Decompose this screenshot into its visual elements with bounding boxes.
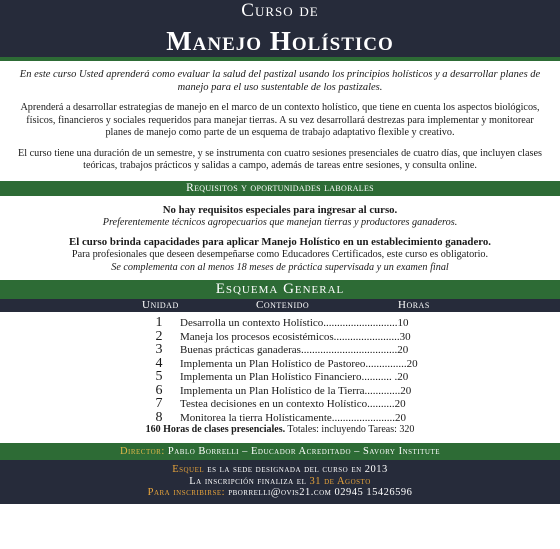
table-row xyxy=(0,370,560,384)
requisitos-line-1: No hay requisitos especiales para ingresar al curso. xyxy=(162,203,398,216)
unit-number: 1 xyxy=(155,315,163,330)
column-unidad: Unidad xyxy=(142,299,179,311)
footer-contact: pborrelli@ovis21.com 02945 15426596 xyxy=(228,487,413,498)
unit-content: Implementa un Plan Holístico de la Tierra.............20 xyxy=(180,384,412,397)
unit-number: 4 xyxy=(155,355,163,371)
requisitos-line-2: Preferentemente técnicos agropecuarios que manejan tierras y productores ganaderos. xyxy=(102,217,458,228)
unit-content: Implementa un Plan Holístico Financiero........... .20 xyxy=(180,371,409,383)
unit-number: 6 xyxy=(155,382,163,398)
unit-content: Monitorea la tierra Holísticamente.......................20 xyxy=(180,411,407,424)
requisitos-line-4: Para profesionales que deseen desempeñarse como Educadores Certificados, este curso es obligatorio. xyxy=(71,249,489,260)
unit-number: 3 xyxy=(155,342,163,357)
header-title-big: Manejo Holístico xyxy=(166,26,394,56)
table-row xyxy=(0,343,560,357)
footer-band xyxy=(0,460,560,504)
table-row xyxy=(0,411,560,425)
intro-paragraph-3: El curso tiene una duración de un semestre, y se instrumenta con cuatro sesiones presenciales de cuatro días, que incluyen clases teóricas, trabajos prácticos y salidas a campo, además de tareas entre sesiones, y consulta online. xyxy=(18,147,542,171)
unit-content: Testea decisiones en un contexto Holístico..........20 xyxy=(180,398,406,410)
unit-number: 2 xyxy=(155,328,163,344)
requisitos-line-3: El curso brinda capacidades para aplicar Manejo Holístico en un establecimiento ganadero. xyxy=(69,235,491,248)
unit-number: 8 xyxy=(155,409,163,425)
table-row xyxy=(0,330,560,344)
column-contenido: Contenido xyxy=(256,299,310,311)
requisitos-line-5: Se complementa con al menos 18 meses de práctica supervisada y un examen final xyxy=(111,261,449,273)
header-title-small: Curso de xyxy=(241,0,319,21)
footer-date: 31 de Agosto xyxy=(309,475,371,487)
table-row xyxy=(0,397,560,411)
totals-bold: 160 Horas de clases presenciales. xyxy=(145,424,286,435)
table-row xyxy=(0,357,560,371)
requisitos-heading: Requisitos y oportunidades laborales xyxy=(186,181,374,194)
totals-rest: Totales: incluyendo Tareas: 320 xyxy=(287,424,415,435)
requisitos-heading-band xyxy=(0,181,560,196)
director-band xyxy=(0,443,560,460)
unit-content: Implementa un Plan Holístico de Pastoreo...............20 xyxy=(180,357,418,370)
unit-number: 5 xyxy=(155,369,163,384)
table-row xyxy=(0,316,560,330)
director-text: Pablo Borrelli – Educador Acreditado – Savory Institute xyxy=(167,446,441,457)
footer-line-2: La inscripción finaliza el xyxy=(189,475,307,487)
esquema-heading: Esquema General xyxy=(215,281,345,297)
header-curso-band xyxy=(0,0,560,22)
footer-signup-label: Para inscribirse: xyxy=(147,487,226,498)
unit-number: 7 xyxy=(155,396,163,411)
unit-content: Buenas prácticas ganaderas...................................20 xyxy=(180,344,409,356)
column-horas: Horas xyxy=(398,299,430,311)
footer-esquel: Esquel xyxy=(172,464,205,475)
director-label: Director: xyxy=(119,446,165,457)
header-manejo-band xyxy=(0,25,560,57)
requisitos-section xyxy=(0,196,560,275)
unit-content: Maneja los procesos ecosistémicos........................30 xyxy=(180,330,411,343)
esquema-heading-band xyxy=(0,280,560,299)
table-row xyxy=(0,384,560,398)
intro-section xyxy=(0,61,560,173)
intro-paragraph-2: Aprenderá a desarrollar estrategias de manejo en el marco de un contexto holístico, que tiene en cuenta los aspectos biológicos, físicos, financieros y sociales requeridos para manejar tierras. A su vez desarrollará destrezas para implementar y monitorear planes de manejo como parte de un esquema de trabajo adaptativo flexible y creativo. xyxy=(20,102,540,138)
esquema-table xyxy=(0,312,560,437)
intro-paragraph-1: En este curso Usted aprenderá como evaluar la salud del pastizal usando los principios holísticos y a desarrollar planes de manejo para el uso sustentable de los pastizales. xyxy=(19,69,541,93)
esquema-column-headers xyxy=(0,299,560,312)
footer-line-1: es la sede designada del curso en 2013 xyxy=(207,464,388,475)
unit-content: Desarrolla un contexto Holístico...........................10 xyxy=(180,317,409,329)
totals-line xyxy=(0,424,560,435)
